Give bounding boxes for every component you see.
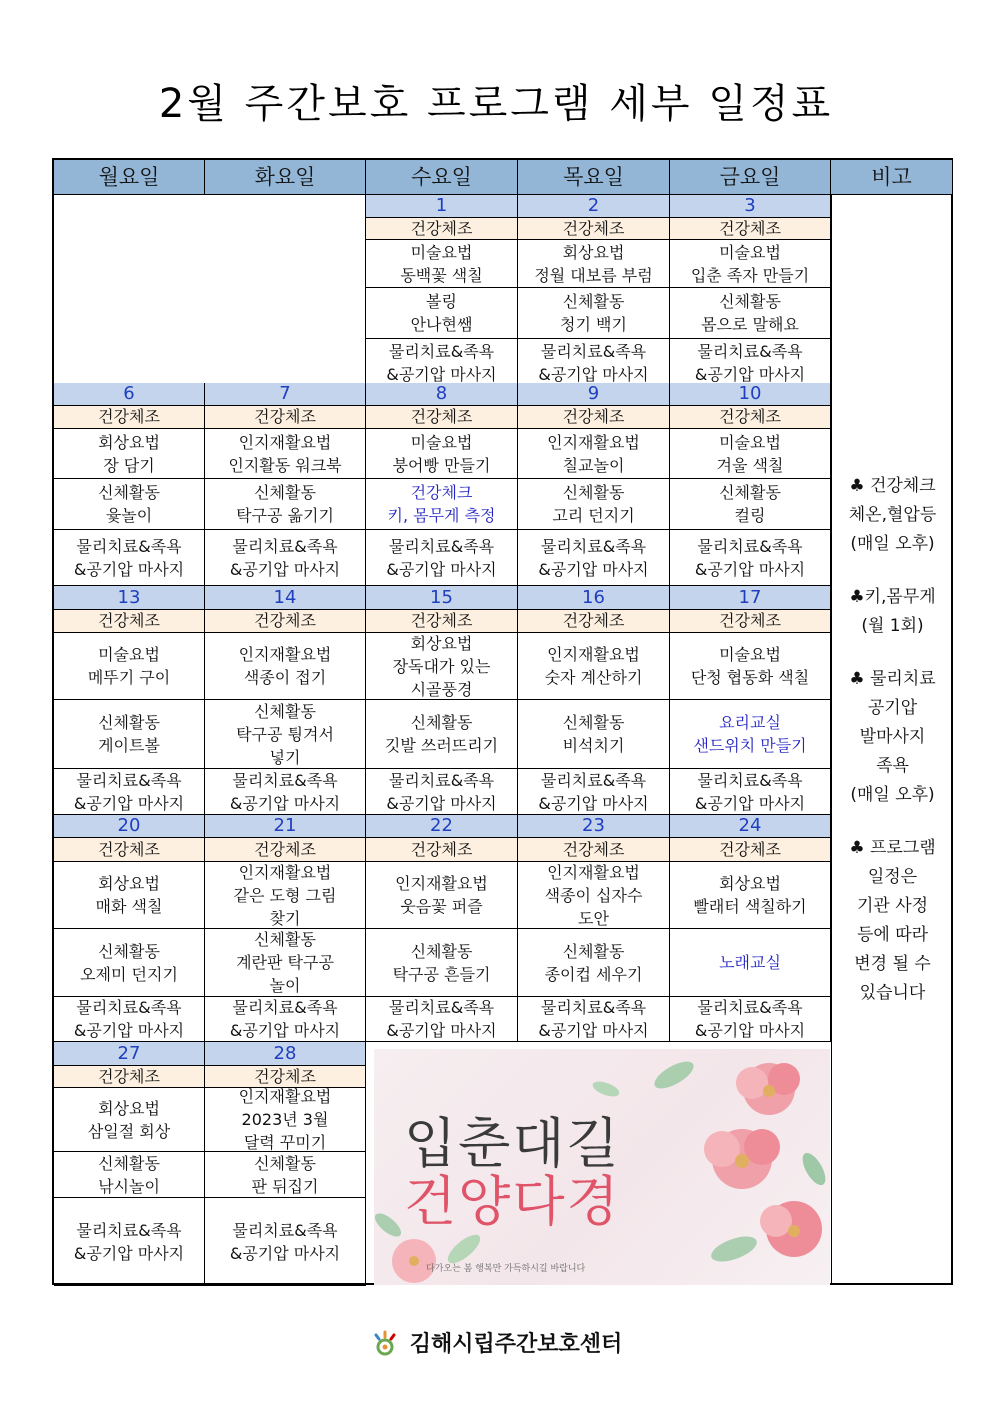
physical-program-line: 신체활동 xyxy=(562,483,625,502)
physical-program-line: 판 뒤집기 xyxy=(251,1176,319,1196)
exercise-cell: 건강체조 xyxy=(518,838,670,862)
therapy-program xyxy=(518,339,670,387)
exercise-cell: 건강체조 xyxy=(366,218,518,240)
cognitive-program-line: 웃음꽃 퍼즐 xyxy=(400,897,483,916)
physical-program xyxy=(54,479,205,530)
therapy-program-line: 물리치료&족욕 xyxy=(388,770,495,790)
therapy-program-line: 물리치료&족욕 xyxy=(76,536,182,556)
physical-program-line: 키, 몸무게 측정 xyxy=(387,506,496,525)
remark-line: 족욕 xyxy=(876,756,909,776)
physical-program-line: 윷놀이 xyxy=(105,506,153,525)
physical-program-line: 신체활동 xyxy=(98,941,160,961)
physical-program xyxy=(366,929,518,997)
physical-program-line: 깃발 쓰러뜨리기 xyxy=(384,736,499,755)
therapy-program xyxy=(54,997,205,1042)
physical-program-line: 신체활동 xyxy=(410,713,473,732)
exercise-cell: 건강체조 xyxy=(205,406,366,429)
cognitive-program-line: 인지재활요법 xyxy=(238,1088,332,1106)
physical-program-line: 종이컵 세우기 xyxy=(544,964,643,984)
cognitive-program-line: 미술요법 xyxy=(98,645,160,664)
date-cell: 24 xyxy=(670,815,831,838)
page-title: 2월 주간보호 프로그램 세부 일정표 xyxy=(158,81,834,127)
cognitive-program xyxy=(670,429,831,479)
exercise-cell: 건강체조 xyxy=(670,406,831,429)
cognitive-program-line: 인지재활요법 xyxy=(238,432,332,452)
physical-program-line: 신체활동 xyxy=(254,701,316,721)
physical-program-line: 신체활동 xyxy=(254,483,316,502)
cognitive-program xyxy=(518,862,670,929)
therapy-program-line: 물리치료&족욕 xyxy=(232,998,338,1017)
cognitive-program xyxy=(54,633,205,700)
exercise-cell: 건강체조 xyxy=(205,1066,366,1088)
date-cell: 28 xyxy=(205,1042,366,1066)
cognitive-program-line: 동백꽃 색칠 xyxy=(400,265,483,285)
poster-headline-2: 건양다경 xyxy=(404,1170,621,1233)
therapy-program-line: &공기압 마사지 xyxy=(73,793,185,813)
physical-program xyxy=(54,700,205,769)
therapy-program xyxy=(670,530,831,586)
exercise-cell: 건강체조 xyxy=(54,1066,205,1088)
cognitive-program-line: 미술요법 xyxy=(719,432,781,452)
therapy-program-line: 물리치료&족욕 xyxy=(540,341,647,361)
physical-program-line: 계란판 탁구공 xyxy=(236,953,334,972)
remark-line: 기관 사정 xyxy=(856,896,929,916)
physical-program-line: 비석치기 xyxy=(562,736,625,755)
cognitive-program-line: 시골풍경 xyxy=(410,679,473,699)
therapy-program-line: 물리치료&족욕 xyxy=(388,998,495,1017)
date-cell: 21 xyxy=(205,815,366,838)
cognitive-program xyxy=(205,1088,366,1152)
date-cell: 16 xyxy=(518,586,670,610)
physical-program-line: 노래교실 xyxy=(719,953,781,972)
therapy-program-line: &공기압 마사지 xyxy=(229,793,341,813)
remark-line: 있습니다 xyxy=(859,983,926,1003)
physical-program-line: 넣기 xyxy=(269,747,301,767)
physical-program xyxy=(366,479,518,530)
therapy-program-line: &공기압 마사지 xyxy=(538,793,649,813)
remark-block xyxy=(849,583,935,641)
cognitive-program-line: 칠교놀이 xyxy=(562,455,625,475)
physical-program xyxy=(205,479,366,530)
cognitive-program-line: 붕어빵 만들기 xyxy=(392,455,491,475)
remark-line: 등에 따라 xyxy=(856,925,929,945)
cognitive-program-line: 겨울 색칠 xyxy=(716,455,784,475)
cognitive-program xyxy=(518,633,670,700)
exercise-cell: 건강체조 xyxy=(670,838,831,862)
center-logo-icon xyxy=(370,1328,400,1358)
physical-program xyxy=(670,288,831,339)
exercise-cell: 건강체조 xyxy=(54,610,205,633)
physical-program-line: 샌드위치 만들기 xyxy=(693,736,807,755)
therapy-program-line: 물리치료&족욕 xyxy=(76,998,182,1017)
therapy-program-line: 물리치료&족욕 xyxy=(697,341,803,361)
physical-program-line: 낚시놀이 xyxy=(98,1176,160,1196)
physical-program-line: 신체활동 xyxy=(98,483,160,502)
exercise-cell: 건강체조 xyxy=(670,610,831,633)
therapy-program xyxy=(366,339,518,387)
header-3: 수요일 xyxy=(366,160,518,195)
therapy-program-line: &공기압 마사지 xyxy=(386,1021,497,1040)
therapy-program-line: &공기압 마사지 xyxy=(73,1021,185,1040)
physical-program-line: 신체활동 xyxy=(719,483,781,502)
cognitive-program xyxy=(366,240,518,288)
date-cell: 20 xyxy=(54,815,205,838)
physical-program xyxy=(366,700,518,769)
cognitive-program xyxy=(54,1088,205,1152)
cognitive-program xyxy=(366,633,518,700)
date-cell: 27 xyxy=(54,1042,205,1066)
cognitive-program xyxy=(670,240,831,288)
cognitive-program-line: 삼일절 회상 xyxy=(87,1121,171,1141)
therapy-program-line: &공기압 마사지 xyxy=(538,364,649,384)
cognitive-program-line: 도안 xyxy=(578,908,609,928)
physical-program-line: 오제미 던지기 xyxy=(80,964,178,984)
cognitive-program-line: 인지재활요법 xyxy=(547,862,640,882)
therapy-program-line: &공기압 마사지 xyxy=(386,364,497,384)
therapy-program-line: &공기압 마사지 xyxy=(694,559,806,579)
exercise-cell: 건강체조 xyxy=(366,610,518,633)
cognitive-program-line: 회상요법 xyxy=(98,432,160,452)
date-cell: 10 xyxy=(670,383,831,406)
therapy-program-line: 물리치료&족욕 xyxy=(540,536,647,556)
therapy-program xyxy=(366,997,518,1042)
physical-program-line: 청기 백기 xyxy=(560,315,627,334)
therapy-program xyxy=(518,769,670,815)
physical-program-line: 신체활동 xyxy=(562,713,625,732)
exercise-cell: 건강체조 xyxy=(518,610,670,633)
exercise-cell: 건강체조 xyxy=(518,406,670,429)
physical-program-line: 안나현쌤 xyxy=(410,315,473,334)
therapy-program xyxy=(205,997,366,1042)
cognitive-program-line: 회상요법 xyxy=(98,1098,160,1118)
therapy-program-line: &공기압 마사지 xyxy=(229,1021,341,1040)
physical-program-line: 신체활동 xyxy=(254,930,316,949)
date-cell: 3 xyxy=(670,195,831,218)
remark-line: (월 1회) xyxy=(861,616,924,636)
therapy-program xyxy=(670,997,831,1042)
therapy-program xyxy=(54,1198,205,1286)
therapy-program-line: &공기압 마사지 xyxy=(694,1021,806,1040)
therapy-program xyxy=(518,530,670,586)
remark-line: (매일 오후) xyxy=(850,785,935,805)
date-cell: 2 xyxy=(518,195,670,218)
exercise-cell: 건강체조 xyxy=(205,610,366,633)
cognitive-program-line: 달력 꾸미기 xyxy=(243,1133,327,1152)
cognitive-program xyxy=(205,429,366,479)
exercise-cell: 건강체조 xyxy=(670,218,831,240)
physical-program-line: 고리 던지기 xyxy=(552,506,635,525)
cognitive-program xyxy=(670,862,831,929)
cognitive-program xyxy=(205,862,366,929)
cognitive-program-line: 미술요법 xyxy=(410,242,473,262)
physical-program xyxy=(670,700,831,769)
exercise-cell: 건강체조 xyxy=(366,838,518,862)
date-cell: 17 xyxy=(670,586,831,610)
therapy-program xyxy=(366,769,518,815)
remark-block xyxy=(849,834,935,1008)
physical-program-line: 신체활동 xyxy=(562,941,625,961)
physical-program xyxy=(670,479,831,530)
physical-program xyxy=(366,288,518,339)
cognitive-program-line: 같은 도형 그림 xyxy=(233,885,337,905)
cognitive-program-line: 메뚜기 구이 xyxy=(87,668,171,687)
therapy-program xyxy=(54,530,205,586)
date-cell: 13 xyxy=(54,586,205,610)
remark-line: ♣ 프로그램 xyxy=(849,838,936,858)
physical-program-line: 탁구공 튕겨서 xyxy=(236,724,334,744)
physical-program-line: 신체활동 xyxy=(98,713,160,732)
date-cell: 6 xyxy=(54,383,205,406)
remark-line: 변경 될 수 xyxy=(854,954,931,974)
cognitive-program-line: 장 담기 xyxy=(103,455,155,475)
physical-program xyxy=(54,1152,205,1198)
empty-cell xyxy=(54,195,366,387)
remark-line: 일정은 xyxy=(867,867,918,887)
physical-program xyxy=(205,700,366,769)
cognitive-program xyxy=(54,862,205,929)
schedule-table xyxy=(52,158,953,1285)
therapy-program xyxy=(54,769,205,815)
cognitive-program-line: 정월 대보름 부럼 xyxy=(534,265,653,285)
therapy-program xyxy=(205,769,366,815)
exercise-cell: 건강체조 xyxy=(54,838,205,862)
therapy-program-line: 물리치료&족욕 xyxy=(232,1220,338,1240)
remark-block xyxy=(849,472,937,559)
exercise-cell: 건강체조 xyxy=(518,218,670,240)
remark-line: ♣키,몸무게 xyxy=(849,587,936,607)
cognitive-program-line: 장독대가 있는 xyxy=(392,656,491,676)
date-cell: 14 xyxy=(205,586,366,610)
date-cell: 23 xyxy=(518,815,670,838)
date-cell: 9 xyxy=(518,383,670,406)
therapy-program-line: &공기압 마사지 xyxy=(538,1021,649,1040)
therapy-program-line: 물리치료&족욕 xyxy=(232,770,338,790)
therapy-program xyxy=(518,997,670,1042)
cognitive-program xyxy=(205,633,366,700)
cognitive-program-line: 미술요법 xyxy=(719,242,781,262)
physical-program-line: 신체활동 xyxy=(410,941,473,961)
physical-program-line: 건강체크 xyxy=(410,483,473,502)
center-name: 김해시립주간보호센터 xyxy=(409,1332,623,1357)
cognitive-program xyxy=(54,429,205,479)
date-cell: 15 xyxy=(366,586,518,610)
cognitive-program-line: 회상요법 xyxy=(410,633,473,653)
therapy-program-line: &공기압 마사지 xyxy=(538,559,649,579)
physical-program-line: 요리교실 xyxy=(719,713,781,732)
physical-program-line: 신체활동 xyxy=(98,1153,160,1173)
physical-program-line: 놀이 xyxy=(269,976,301,995)
cognitive-program-line: 숫자 계산하기 xyxy=(544,668,643,687)
cognitive-program-line: 색종이 십자수 xyxy=(544,885,643,905)
date-cell: 8 xyxy=(366,383,518,406)
cognitive-program xyxy=(670,633,831,700)
cognitive-program-line: 2023년 3월 xyxy=(241,1110,329,1129)
physical-program xyxy=(518,929,670,997)
physical-program-line: 신체활동 xyxy=(562,292,625,311)
footer xyxy=(0,1327,992,1358)
cognitive-program xyxy=(366,862,518,929)
cognitive-program-line: 회상요법 xyxy=(562,242,625,262)
header-2: 화요일 xyxy=(205,160,366,195)
header-6: 비고 xyxy=(831,160,953,195)
exercise-cell: 건강체조 xyxy=(54,406,205,429)
cognitive-program-line: 인지재활요법 xyxy=(547,645,640,664)
therapy-program-line: 물리치료&족욕 xyxy=(388,536,495,556)
physical-program xyxy=(518,288,670,339)
therapy-program-line: &공기압 마사지 xyxy=(694,364,806,384)
cognitive-program-line: 매화 색칠 xyxy=(95,897,163,916)
physical-program xyxy=(518,479,670,530)
physical-program xyxy=(670,929,831,997)
physical-program-line: 볼링 xyxy=(426,292,457,311)
physical-program-line: 몸으로 말해요 xyxy=(701,315,799,334)
cognitive-program-line: 인지재활요법 xyxy=(238,862,332,882)
date-cell: 7 xyxy=(205,383,366,406)
therapy-program-line: 물리치료&족욕 xyxy=(540,998,647,1017)
therapy-program xyxy=(366,530,518,586)
physical-program-line: 게이트볼 xyxy=(98,736,160,755)
cognitive-program-line: 단청 협동화 색칠 xyxy=(690,668,810,687)
remark-block xyxy=(849,665,935,810)
cognitive-program-line: 찾기 xyxy=(269,908,301,928)
therapy-program-line: &공기압 마사지 xyxy=(386,793,497,813)
cognitive-program xyxy=(518,240,670,288)
cognitive-program xyxy=(518,429,670,479)
date-cell: 1 xyxy=(366,195,518,218)
header-1: 월요일 xyxy=(54,160,205,195)
poster-subtitle: 다가오는 봄 행복만 가득하시길 바랍니다 xyxy=(426,1264,586,1274)
cognitive-program-line: 미술요법 xyxy=(410,432,473,452)
physical-program xyxy=(205,1152,366,1198)
header-4: 목요일 xyxy=(518,160,670,195)
physical-program-line: 탁구공 옮기기 xyxy=(236,506,334,525)
therapy-program-line: &공기압 마사지 xyxy=(73,1243,185,1263)
physical-program-line: 컬링 xyxy=(734,506,766,525)
therapy-program-line: 물리치료&족욕 xyxy=(76,1220,182,1240)
cognitive-program-line: 입춘 족자 만들기 xyxy=(690,265,810,285)
remark-line: 발마사지 xyxy=(859,727,926,747)
physical-program xyxy=(205,929,366,997)
cognitive-program-line: 미술요법 xyxy=(719,645,781,664)
remark-line: ♣ 물리치료 xyxy=(849,669,936,689)
cognitive-program-line: 회상요법 xyxy=(719,874,781,893)
remarks-column xyxy=(831,195,953,1285)
exercise-cell: 건강체조 xyxy=(366,406,518,429)
exercise-cell: 건강체조 xyxy=(205,838,366,862)
physical-program-line: 신체활동 xyxy=(719,292,781,311)
cognitive-program-line: 인지활동 워크북 xyxy=(228,455,342,475)
cognitive-program xyxy=(366,429,518,479)
remark-line: 공기압 xyxy=(867,698,918,718)
physical-program xyxy=(518,700,670,769)
therapy-program-line: &공기압 마사지 xyxy=(386,559,497,579)
therapy-program-line: 물리치료&족욕 xyxy=(697,998,803,1017)
therapy-program-line: 물리치료&족욕 xyxy=(697,536,803,556)
therapy-program-line: 물리치료&족욕 xyxy=(540,770,647,790)
therapy-program-line: &공기압 마사지 xyxy=(73,559,185,579)
therapy-program xyxy=(205,530,366,586)
cognitive-program-line: 회상요법 xyxy=(98,874,160,893)
cognitive-program-line: 인지재활요법 xyxy=(395,874,488,893)
cognitive-program-line: 색종이 접기 xyxy=(243,668,327,687)
physical-program-line: 탁구공 흔들기 xyxy=(392,964,491,984)
remark-line: (매일 오후) xyxy=(850,534,935,554)
cognitive-program-line: 인지재활요법 xyxy=(238,645,332,664)
poster-headline-1: 입춘대길 xyxy=(404,1112,621,1175)
therapy-program xyxy=(670,339,831,387)
cognitive-program-line: 인지재활요법 xyxy=(547,432,640,452)
therapy-program-line: 물리치료&족욕 xyxy=(232,536,338,556)
physical-program xyxy=(54,929,205,997)
therapy-program xyxy=(205,1198,366,1286)
physical-program-line: 신체활동 xyxy=(254,1153,316,1173)
therapy-program-line: &공기압 마사지 xyxy=(694,793,806,813)
therapy-program-line: 물리치료&족욕 xyxy=(388,341,495,361)
therapy-program-line: &공기압 마사지 xyxy=(229,559,341,579)
therapy-program xyxy=(670,769,831,815)
remark-line: ♣ 건강체크 xyxy=(849,476,936,496)
therapy-program-line: 물리치료&족욕 xyxy=(697,770,803,790)
date-cell: 22 xyxy=(366,815,518,838)
remark-line: 체온,혈압등 xyxy=(848,505,937,525)
therapy-program-line: 물리치료&족욕 xyxy=(76,770,182,790)
therapy-program-line: &공기압 마사지 xyxy=(229,1243,341,1263)
cognitive-program-line: 빨래터 색칠하기 xyxy=(693,897,807,916)
spring-poster xyxy=(374,1049,830,1285)
header-5: 금요일 xyxy=(670,160,831,195)
